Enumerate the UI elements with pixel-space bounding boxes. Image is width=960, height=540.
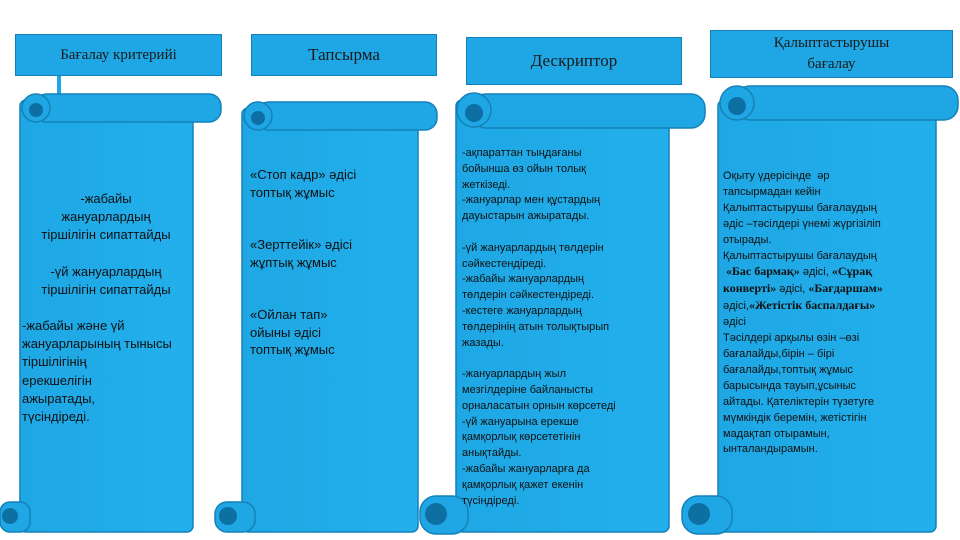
formative-run: Оқыту үдерісінде әр	[723, 170, 830, 182]
formative-line	[723, 201, 935, 217]
formative-run: бағалайды,бірін – бірі	[723, 347, 835, 360]
criteria-paragraph: -жабайы жануарлардың тіршілігін сипаттайды	[41, 191, 171, 243]
formative-bold-run: конверті»	[723, 281, 777, 296]
formative-run: әдісі,	[776, 283, 809, 296]
formative-line	[723, 395, 935, 411]
formative-text	[723, 169, 935, 458]
header-formative-label: Қалыптастырушы бағалау	[773, 35, 890, 72]
header-descriptor-label: Дескриптор	[530, 51, 618, 70]
formative-line	[723, 233, 935, 249]
criteria-paragraph: -жабайы және үй жануарларының тынысы тіршілігінің ерекшелігін ажыратады, түсіндіреді.	[22, 318, 172, 425]
header-criteria-label: Бағалау критерийі	[60, 46, 177, 63]
formative-line	[723, 379, 935, 395]
formative-run: Қалыптастырушы бағалаудың	[723, 249, 877, 262]
formative-line	[723, 249, 935, 265]
criteria-text	[22, 190, 190, 444]
formative-run: Қалыптастырушы бағалаудың	[723, 201, 877, 214]
formative-line	[723, 347, 935, 363]
descriptor-text: -ақпараттан тыңдағаны бойынша өз ойын толық жеткізеді. -жануарлар мен құстардың дауыстарын ажыратады. -үй жануарлардың төлдерін сәйкестендіреді. -жабайы жануарлардың төлдерін сәйкестендіреді. -кестеге жануарлардың төлдерінің атын толықтырып жазады. -жануарлардың жыл мезгілдеріне байланысты орналасатын орнын көрсетеді -үй жануарына ерекше қамқорлық көрсететінін анықтайды. -жабайы жануарларға да қамқорлық қажет екенін түсіндіреді.	[462, 147, 616, 507]
header-task-label: Тапсырма	[308, 45, 380, 64]
formative-run: әдісі,	[799, 266, 832, 279]
formative-run: отырады.	[723, 233, 772, 246]
formative-run: Тәсілдері арқылы өзін –өзі	[723, 332, 860, 345]
formative-run: мадақтап отырамын,	[723, 427, 830, 440]
formative-line	[723, 442, 935, 458]
criteria-paragraph: -үй жануарлардың тіршілігін сипаттайды	[41, 263, 171, 297]
formative-run: ынталандырамын.	[723, 443, 818, 456]
formative-line	[723, 411, 935, 427]
formative-run: мүмкіндік беремін, жетістігін	[723, 411, 867, 424]
formative-run: әдісі,	[723, 300, 749, 313]
formative-line	[723, 169, 935, 185]
formative-line	[723, 427, 935, 443]
formative-line	[723, 217, 935, 233]
formative-run: айтады. Қателіктерін түзетуге	[723, 395, 874, 408]
formative-line	[723, 264, 935, 281]
formative-run: әдіс –тәсілдері үнемі жүргізіліп	[723, 217, 881, 230]
formative-run: бағалайды,топтық жұмыс	[723, 363, 853, 376]
formative-line	[723, 331, 935, 347]
formative-run: тапсырмадан кейін	[723, 185, 821, 198]
formative-line	[723, 363, 935, 379]
formative-run: әдісі	[723, 316, 746, 329]
formative-line	[723, 315, 935, 331]
formative-bold-run: «Сұрақ	[831, 264, 873, 279]
formative-line	[723, 185, 935, 201]
task-text: «Стоп кадр» әдісі топтық жұмыс «Зерттейік» әдісі жұптық жұмыс «Ойлан тап» ойыны әдісі топтық жұмыс	[250, 167, 357, 357]
formative-line	[723, 281, 935, 298]
formative-bold-run: «Бас бармақ»	[723, 264, 800, 279]
formative-bold-run: «Бағдаршам»	[808, 281, 883, 296]
formative-bold-run: «Жетістік баспалдағы»	[748, 298, 876, 313]
formative-line	[723, 298, 935, 315]
formative-run: барысында тауып,ұсыныс	[723, 379, 856, 392]
